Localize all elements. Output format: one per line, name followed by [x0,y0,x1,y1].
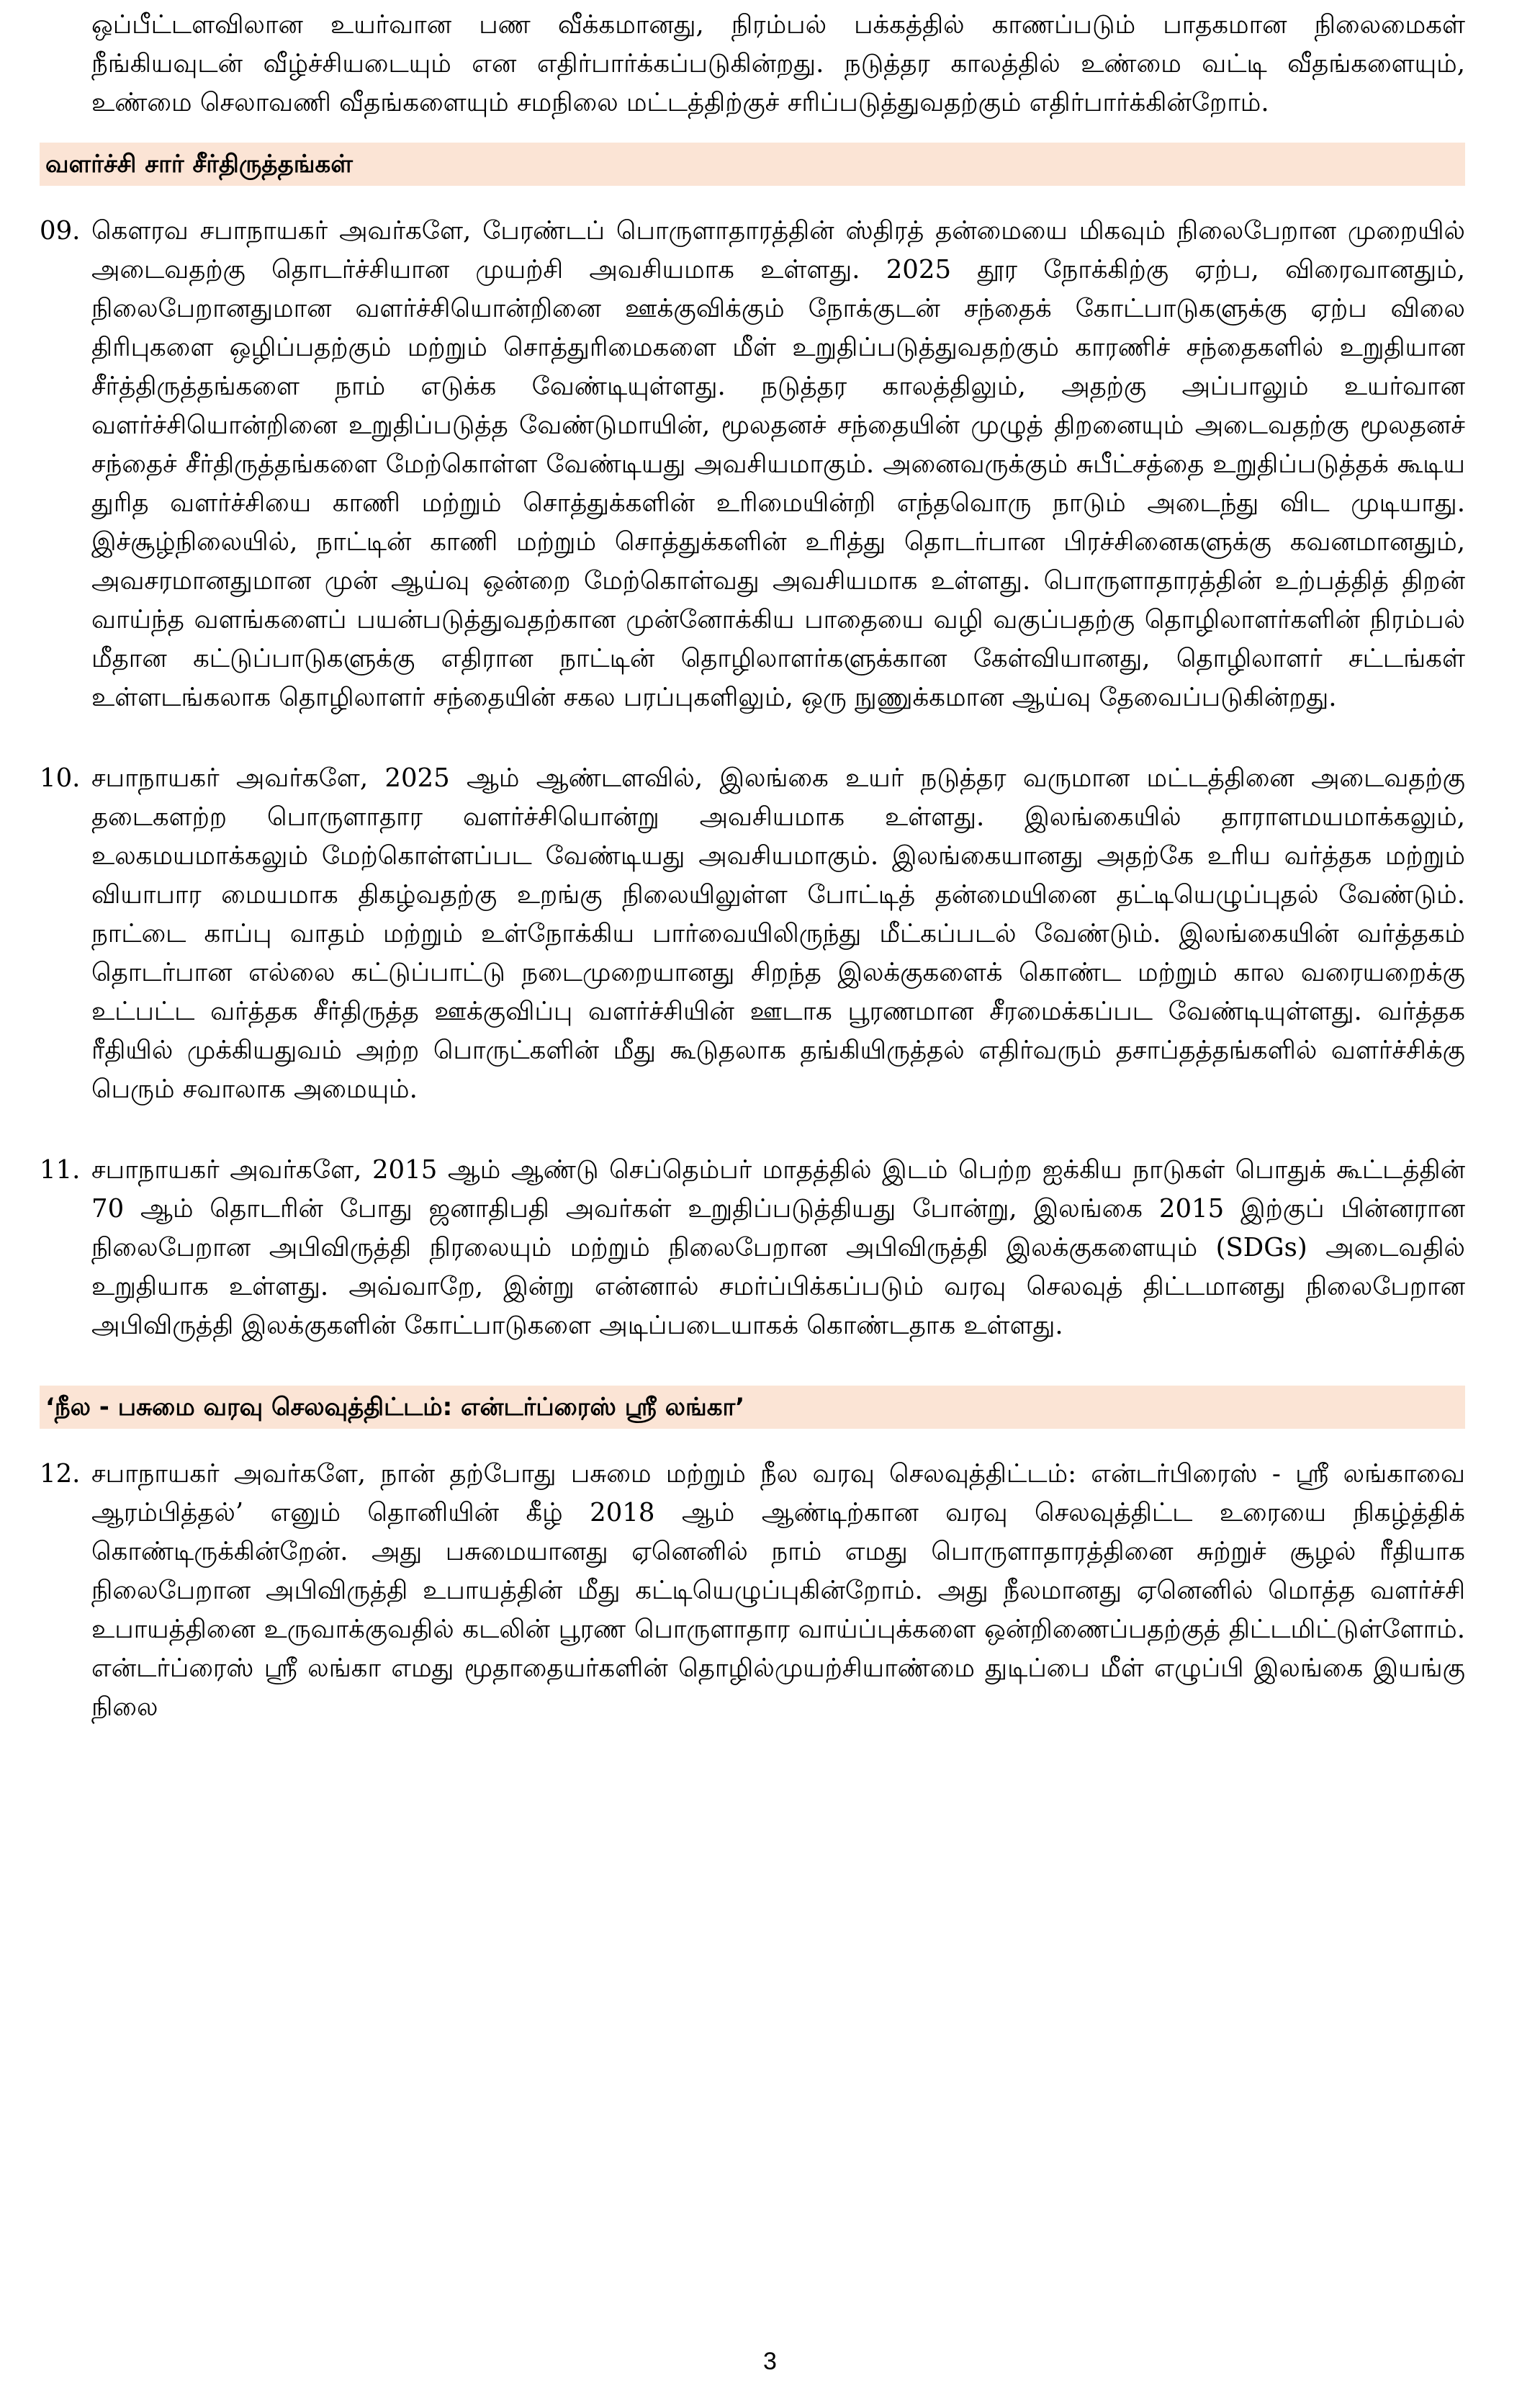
intro-paragraph: ஒப்பீட்டளவிலான உயர்வான பண வீக்கமானது, நிரம்பல் பக்கத்தில் காணப்படும் பாதகமான நிலைமைகள் நீங்கியவுடன் வீழ்ச்சியடையும் என எதிர்பார்க்கப்படுகின்றது. நடுத்தர காலத்தில் உண்மை வட்டி வீதங்களையும், உண்மை செலாவணி வீதங்களையும் சமநிலை மட்டத்திற்குச் சரிப்படுத்துவதற்கும் எதிர்பார்க்கின்றோம். [91,10,1465,117]
section-heading-growth-reforms: வளர்ச்சி சார் சீர்திருத்தங்கள் [40,143,1465,186]
paragraph-text: சபாநாயகர் அவர்களே, 2025 ஆம் ஆண்டளவில், இலங்கை உயர் நடுத்தர வருமான மட்டத்தினை அடைவதற்கு தடைகளற்ற பொருளாதார வளர்ச்சியொன்று அவசியமாக உள்ளது. இலங்கையில் தாராளமயமாக்கலும், உலகமயமாக்கலும் மேற்கொள்ளப்பட வேண்டியது அவசியமாகும். இலங்கையானது அதற்கே உரிய வர்த்தக மற்றும் வியாபார மையமாக திகழ்வதற்கு உறங்கு நிலையிலுள்ள போட்டித் தன்மையினை தட்டியெழுப்புதல் வேண்டும். நாட்டை காப்பு வாதம் மற்றும் உள்நோக்கிய பார்வையிலிருந்து மீட்கப்படல் வேண்டும். இலங்கையின் வர்த்தகம் தொடர்பான எல்லை கட்டுப்பாட்டு நடைமுறையானது சிறந்த இலக்குகளைக் கொண்ட மற்றும் கால வரையறைக்கு உட்பட்ட வர்த்தக சீர்திருத்த ஊக்குவிப்பு வளர்ச்சியின் ஊடாக பூரணமான சீரமைக்கப்பட வேண்டியுள்ளது. வர்த்தக ரீதியில் முக்கியதுவம் அற்ற பொருட்களின் மீது கூடுதலாக தங்கியிருத்தல் எதிர்வரும் தசாப்தத்தங்களில் வளர்ச்சிக்கு பெரும் சவாலாக அமையும். [91,763,1465,1104]
paragraph-number: 09. [40,216,81,246]
paragraph-text: சபாநாயகர் அவர்களே, நான் தற்போது பசுமை மற்றும் நீல வரவு செலவுத்திட்டம்: என்டர்பிரைஸ் - ஸ்ரீ லங்காவை ஆரம்பித்தல்’ எனும் தொனியின் கீழ் 2018 ஆம் ஆண்டிற்கான வரவு செலவுத்திட்ட உரையை நிகழ்த்திக் கொண்டிருக்கின்றேன். அது பசுமையானது ஏனெனில் நாம் எமது பொருளாதாரத்தினை சுற்றுச் சூழல் ரீதியாக நிலைபேறான அபிவிருத்தி உபாயத்தின் மீது கட்டியெழுப்புகின்றோம். அது நீலமானது ஏனெனில் மொத்த வளர்ச்சி உபாயத்தினை உருவாக்குவதில் கடலின் பூரண பொருளாதார வாய்ப்புக்களை ஒன்றிணைப்பதற்குத் திட்டமிட்டுள்ளோம். என்டர்ப்ரைஸ் ஸ்ரீ லங்கா எமது மூதாதையர்களின் தொழில்முயற்சியாண்மை துடிப்பை மீள் எழுப்பி இலங்கை இயங்கு நிலை [91,1459,1465,1722]
paragraph-number: 10. [40,763,81,793]
paragraph-10 [40,759,1465,1109]
document-page [40,0,1465,1727]
paragraph-number: 12. [40,1459,81,1489]
section-heading-blue-green-budget: ‘நீல - பசுமை வரவு செலவுத்திட்டம்: என்டர்ப்ரைஸ் ஸ்ரீ லங்கா’ [40,1386,1465,1429]
paragraph-09 [40,212,1465,717]
paragraph-text: சபாநாயகர் அவர்களே, 2015 ஆம் ஆண்டு செப்தெம்பர் மாதத்தில் இடம் பெற்ற ஐக்கிய நாடுகள் பொதுக் கூட்டத்தின் 70 ஆம் தொடரின் போது ஜனாதிபதி அவர்கள் உறுதிப்படுத்தியது போன்று, இலங்கை 2015 இற்குப் பின்னரான நிலைபேறான அபிவிருத்தி நிரலையும் மற்றும் நிலைபேறான அபிவிருத்தி இலக்குகளையும் (SDGs) அடைவதில் உறுதியாக உள்ளது. அவ்வாறே, இன்று என்னால் சமர்ப்பிக்கப்படும் வரவு செலவுத் திட்டமானது நிலைபேறான அபிவிருத்தி இலக்குகளின் கோட்பாடுகளை அடிப்படையாகக் கொண்டதாக உள்ளது. [91,1155,1465,1340]
paragraph-number: 11. [40,1155,81,1185]
paragraph-12 [40,1455,1465,1727]
paragraph-text: கௌரவ சபாநாயகர் அவர்களே, பேரண்டப் பொருளாதாரத்தின் ஸ்திரத் தன்மையை மிகவும் நிலைபேறான முறையில் அடைவதற்கு தொடர்ச்சியான முயற்சி அவசியமாக உள்ளது. 2025 தூர நோக்கிற்கு ஏற்ப, விரைவானதும், நிலைபேறானதுமான வளர்ச்சியொன்றினை ஊக்குவிக்கும் நோக்குடன் சந்தைக் கோட்பாடுகளுக்கு ஏற்ப விலை திரிபுகளை ஒழிப்பதற்கும் மற்றும் சொத்துரிமைகளை மீள் உறுதிப்படுத்துவதற்கும் காரணிச் சந்தைகளில் உறுதியான சீர்த்திருத்தங்களை நாம் எடுக்க வேண்டியுள்ளது. நடுத்தர காலத்திலும், அதற்கு அப்பாலும் உயர்வான வளர்ச்சியொன்றினை உறுதிப்படுத்த வேண்டுமாயின், மூலதனச் சந்தையின் முழுத் திறனையும் அடைவதற்கு மூலதனச் சந்தைச் சீர்திருத்தங்களை மேற்கொள்ள வேண்டியது அவசியமாகும். அனைவருக்கும் சுபீட்சத்தை உறுதிப்படுத்தக் கூடிய துரித வளர்ச்சியை காணி மற்றும் சொத்துக்களின் உரிமையின்றி எந்தவொரு நாடும் அடைந்து விட முடியாது. இச்சூழ்நிலையில், நாட்டின் காணி மற்றும் சொத்துக்களின் உரித்து தொடர்பான பிரச்சினைகளுக்கு கவனமானதும், அவசரமானதுமான முன் ஆய்வு ஒன்றை மேற்கொள்வது அவசியமாக உள்ளது. பொருளாதாரத்தின் உற்பத்தித் திறன் வாய்ந்த வளங்களைப் பயன்படுத்துவதற்கான முன்னோக்கிய பாதையை வழி வகுப்பதற்கு தொழிலாளர்களின் நிரம்பல் மீதான கட்டுப்பாடுகளுக்கு எதிரான நாட்டின் தொழிலாளர்களுக்கான கேள்வியானது, தொழிலாளர் சட்டங்கள் உள்ளடங்கலாக தொழிலாளர் சந்தையின் சகல பரப்புகளிலும், ஒரு நுணுக்கமான ஆய்வு தேவைப்படுகின்றது. [91,216,1465,712]
page-number: 3 [763,2348,777,2375]
paragraph-11 [40,1151,1465,1345]
